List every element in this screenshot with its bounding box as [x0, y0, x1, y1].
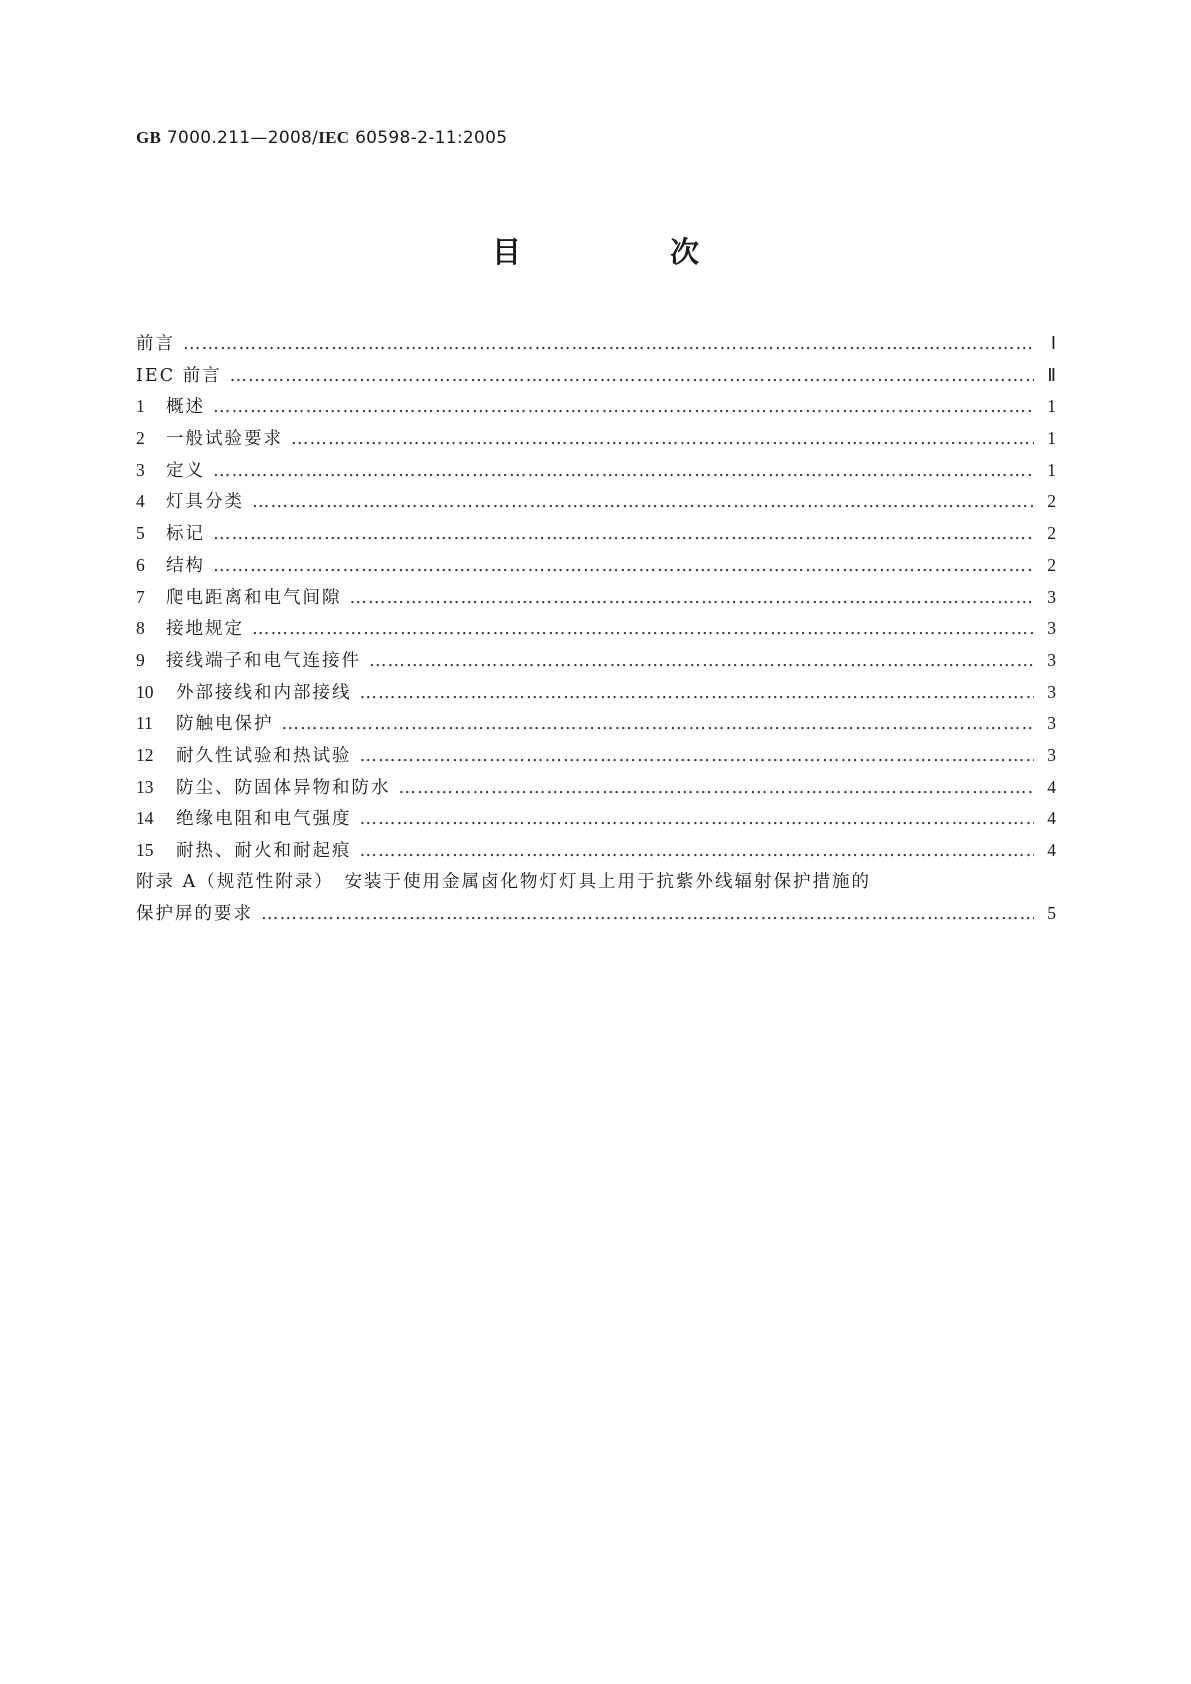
toc-entry-3[interactable]: [136, 455, 1056, 487]
toc-leader-dots: [230, 361, 1034, 393]
toc-leader-dots: [399, 773, 1035, 805]
toc-leader-dots: [183, 329, 1034, 361]
toc-entry-page: 2: [1047, 523, 1056, 544]
toc-entry-label: 防尘、防固体异物和防水: [176, 777, 391, 798]
toc-entry-page: 2: [1047, 491, 1056, 512]
toc-entry-15[interactable]: [136, 835, 1056, 867]
toc-entry-12[interactable]: [136, 740, 1056, 772]
toc-entry-label: 耐久性试验和热试验: [176, 745, 352, 766]
toc-leader-dots: [213, 456, 1034, 488]
toc-entry-label: 灯具分类: [166, 492, 244, 513]
toc-entry-label: 绝缘电阻和电气强度: [176, 809, 352, 830]
toc-entry-label: IEC 前言: [136, 365, 222, 386]
toc-entry-number: 15: [136, 840, 154, 860]
toc-entry-annex-a-line2[interactable]: [136, 898, 1056, 930]
toc-entry-page: 3: [1047, 713, 1056, 734]
toc-entry-page: Ⅱ: [1047, 364, 1056, 385]
toc-entry-number: 4: [136, 491, 145, 512]
toc-entry-number: 8: [136, 618, 145, 639]
toc-leader-dots: [213, 392, 1034, 424]
toc-leader-dots: [350, 583, 1035, 615]
toc-entry-5[interactable]: [136, 518, 1056, 550]
toc-leader-dots: [213, 519, 1034, 551]
toc-entry-page: 1: [1047, 396, 1056, 417]
toc-leader-dots: [360, 804, 1035, 836]
toc-entry-6[interactable]: [136, 550, 1056, 582]
toc-entry-label: 概述: [166, 397, 205, 418]
toc-entry-number: 14: [136, 808, 154, 829]
toc-entry-number: 12: [136, 744, 154, 765]
toc-leader-dots: [369, 646, 1034, 678]
toc-entry-foreword[interactable]: [136, 328, 1056, 360]
toc-entry-number: 9: [136, 649, 145, 670]
toc-leader-dots: [252, 614, 1034, 646]
toc-annex-title-line2: 保护屏的要求: [136, 904, 253, 925]
toc-entry-label: 定义: [166, 460, 205, 481]
toc-entry-number: 5: [136, 523, 145, 544]
toc-entry-page: 4: [1047, 808, 1056, 829]
toc-entry-14[interactable]: [136, 803, 1056, 835]
toc-entry-page: 5: [1047, 903, 1056, 924]
toc-entry-9[interactable]: [136, 645, 1056, 677]
toc-entry-label: 防触电保护: [176, 714, 274, 735]
toc-entry-page: 3: [1047, 586, 1056, 607]
toc-annex-title-line1: 附录 A（规范性附录） 安装于使用金属卤化物灯灯具上用于抗紫外线辐射保护措施的: [136, 871, 871, 892]
toc-entry-iec-foreword[interactable]: [136, 360, 1056, 392]
toc-entry-page: Ⅰ: [1050, 333, 1056, 353]
toc-entry-label: 前言: [136, 334, 175, 354]
toc-entry-10[interactable]: [136, 677, 1056, 709]
toc-entry-label: 外部接线和内部接线: [176, 682, 352, 703]
standard-iec-number: 60598-2-11:2005: [355, 128, 508, 148]
toc-leader-dots: [213, 551, 1034, 583]
toc-leader-dots: [252, 487, 1034, 519]
standard-gb-code: GB: [136, 128, 162, 147]
toc-leader-dots: [261, 899, 1034, 931]
toc-entry-1[interactable]: [136, 391, 1056, 423]
toc-entry-number: 3: [136, 459, 145, 480]
toc-entry-number: 6: [136, 554, 145, 575]
toc-entry-label: 爬电距离和电气间隙: [166, 587, 342, 608]
toc-entry-2[interactable]: [136, 423, 1056, 455]
toc-entry-page: 3: [1047, 681, 1056, 702]
table-of-contents: [136, 328, 1056, 930]
toc-entry-page: 1: [1047, 428, 1056, 449]
toc-entry-11[interactable]: [136, 708, 1056, 740]
toc-entry-number: 11: [136, 713, 153, 734]
standard-iec-code: IEC: [318, 128, 350, 147]
toc-leader-dots: [360, 741, 1035, 773]
toc-entry-page: 3: [1047, 649, 1056, 670]
toc-leader-dots: [282, 709, 1035, 741]
toc-entry-page: 4: [1047, 776, 1056, 797]
toc-entry-label: 标记: [166, 524, 205, 545]
toc-entry-label: 接地规定: [166, 619, 244, 640]
toc-entry-label: 一般试验要求: [166, 429, 283, 450]
document-header: [136, 128, 507, 148]
toc-entry-label: 接线端子和电气连接件: [166, 650, 361, 671]
toc-entry-number: 13: [136, 776, 154, 797]
toc-entry-number: 1: [136, 396, 145, 417]
toc-entry-page: 3: [1047, 744, 1056, 765]
toc-entry-7[interactable]: [136, 582, 1056, 614]
toc-leader-dots: [360, 836, 1035, 868]
toc-leader-dots: [360, 678, 1035, 710]
toc-entry-number: 7: [136, 586, 145, 607]
toc-entry-4[interactable]: [136, 486, 1056, 518]
toc-entry-8[interactable]: [136, 613, 1056, 645]
page-title: 目 次: [491, 235, 759, 269]
toc-entry-number: 2: [136, 428, 145, 449]
toc-entry-annex-a-line1[interactable]: [136, 867, 1056, 899]
toc-entry-page: 3: [1047, 618, 1056, 639]
toc-entry-label: 结构: [166, 555, 205, 576]
toc-entry-page: 2: [1047, 554, 1056, 575]
standard-gb-number: 7000.211—2008/: [166, 128, 319, 148]
toc-entry-page: 4: [1047, 840, 1056, 860]
toc-entry-number: 10: [136, 681, 154, 702]
toc-entry-13[interactable]: [136, 772, 1056, 804]
toc-entry-label: 耐热、耐火和耐起痕: [176, 841, 352, 861]
toc-leader-dots: [291, 424, 1034, 456]
toc-entry-page: 1: [1047, 459, 1056, 480]
